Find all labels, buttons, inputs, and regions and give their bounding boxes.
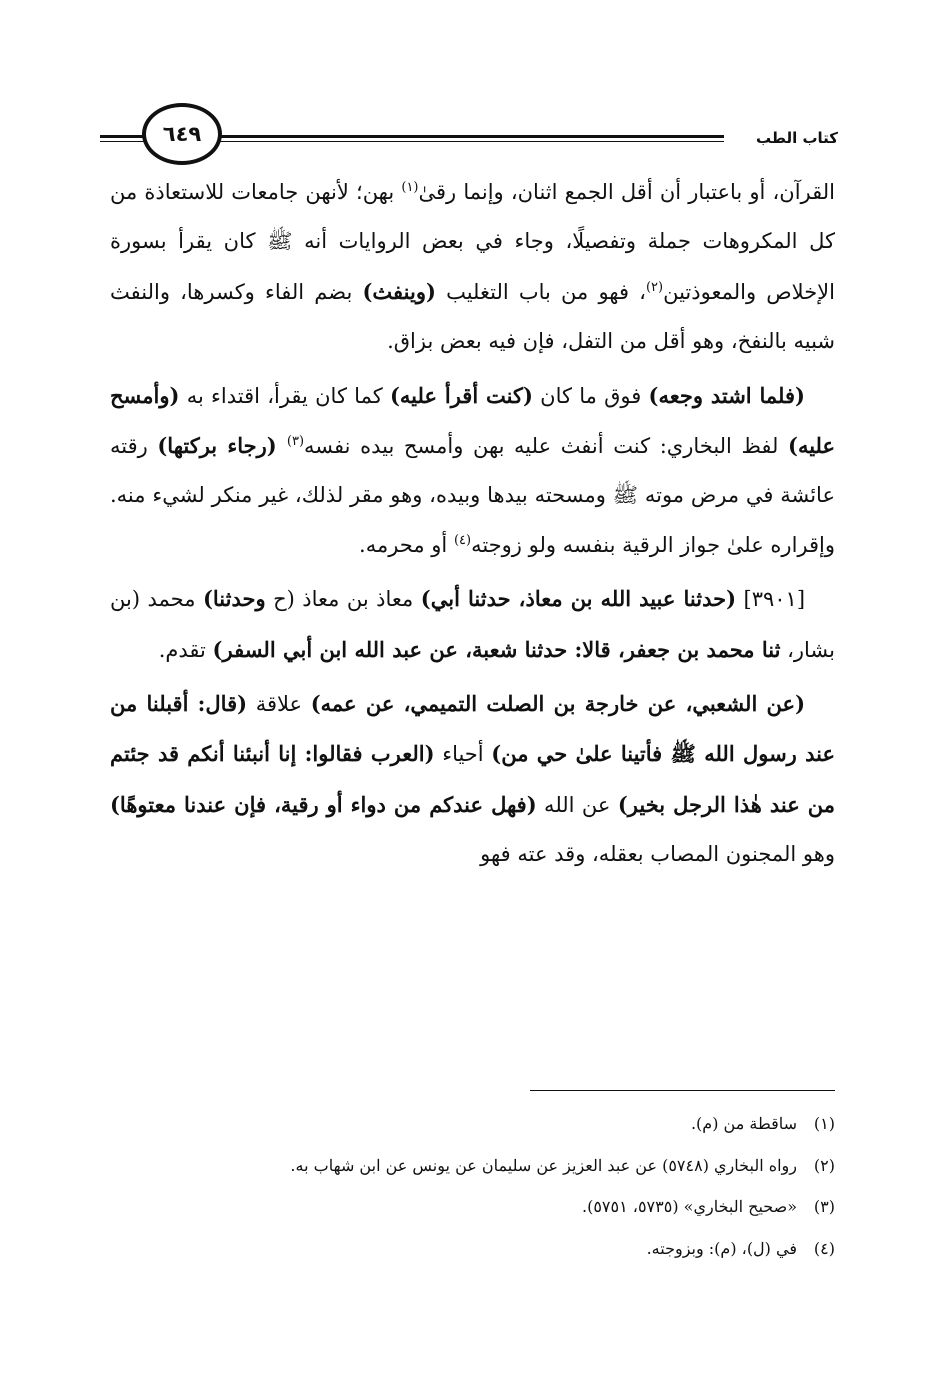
footnote-ref[interactable]: (٤) [453,532,472,548]
text-run: القرآن، أو باعتبار أن أقل الجمع اثنان، وإنما رقىٰ [418,180,835,204]
quoted-text: وحدثنا) [202,586,266,612]
quoted-text: (حدثنا عبيد الله بن معاذ، حدثنا أبي) [420,586,737,612]
paragraph [110,371,835,571]
text-run: ، فهو من باب التغليب [435,279,646,304]
footnote-text: في (ل)، (م): وبزوجته. [646,1238,797,1258]
footnote-number: (٢) [813,1155,835,1175]
running-header [0,0,949,170]
footnote-ref[interactable]: (١) [401,180,419,195]
quoted-text: (قال: أقبلنا من عند رسول الله ﷺ فأتينا علىٰ حي من) [110,691,835,767]
footnote [100,1228,835,1270]
paragraph [110,168,835,367]
text-run: رقته عائشة في مرض موته ﷺ ومسحته بيدها وبيده، وهو مقر لذلك، غير منكر لشيء منه. وإقراره علىٰ جواز الرقية بنفسه ولو زوجته [110,434,835,557]
text-run: كما كان يقرأ، اقتداء به [179,383,390,408]
footnote-ref[interactable]: (٢) [645,279,664,295]
text-run: أحياء [434,742,492,767]
footnote-text: رواه البخاري (٥٧٤٨) عن عبد العزيز عن سليمان عن يونس عن ابن شهاب به. [290,1155,797,1175]
paragraph [110,679,835,880]
quoted-text: (فلما اشتد وجعه) [648,382,805,408]
text-run: أو محرمه. [359,532,454,557]
footnotes [100,1103,835,1269]
header-rule [218,135,724,138]
header-rule [218,141,724,142]
text-run: تقدم. [158,637,213,662]
quoted-text: (وأمسح عليه) [110,382,836,459]
text-run: بهن؛ لأنهن جامعات للاستعاذة من كل المكروهات جملة وتفصيلًا، وجاء في بعض الروايات أنه ﷺ كان يقرأ بسورة الإخلاص والمعوذتين [110,180,835,304]
quoted-text: (كنت أقرأ عليه) [389,382,533,408]
hadith-number: [٣٩٠١] [736,587,806,612]
footnote-number: (٤) [813,1238,835,1258]
text-run: لفظ البخاري: كنت أنفث عليه بهن وأمسح بيده نفسه [304,434,789,459]
quoted-text: ثنا محمد بن جعفر، قالا: حدثنا شعبة، عن عبد الله ابن أبي السفر) [212,636,781,662]
text-run: فوق ما كان [532,383,649,408]
quoted-text: (عن الشعبي، عن خارجة بن الصلت التميمي، عن عمه) [310,691,806,717]
footnote-text: «صحيح البخاري» (٥٧٣٥، ٥٧٥١). [582,1197,797,1216]
footnote-separator [530,1090,835,1091]
footnote [100,1103,835,1145]
footnote-text: ساقطة من (م). [690,1114,797,1133]
running-title: كتاب الطب [755,129,838,147]
text-run: عن الله [536,792,618,817]
main-text [110,168,835,884]
text-run: وهو المجنون المصاب بعقله، وقد عته فهو [480,842,835,867]
text-run: محمد (بن بشار، [110,587,835,662]
quoted-text: (العرب فقالوا: إنا أنبئنا أنكم قد جئتم من عند هٰذا الرجل بخير) [110,741,835,817]
quoted-text: (فهل عندكم من دواء أو رقية، فإن عندنا معتوهًا) [110,791,537,817]
text-run: علاقة [247,692,311,717]
quoted-text: (وينفث) [362,278,436,304]
text-run: معاذ بن معاذ (ح [265,587,421,612]
footnote-number: (١) [813,1114,835,1133]
text-run: بضم الفاء وكسرها، والنفث شبيه بالنفخ، وهو أقل من التفل، فإن فيه بعض بزاق. [110,279,835,354]
quoted-text: (رجاء بركتها) [157,433,287,459]
footnote-ref[interactable]: (٣) [286,434,305,450]
footnote [100,1186,835,1228]
page-number: ٦٤٩ [142,103,222,165]
footnote [100,1145,835,1187]
footnote-number: (٣) [813,1197,835,1216]
paragraph [110,574,835,675]
